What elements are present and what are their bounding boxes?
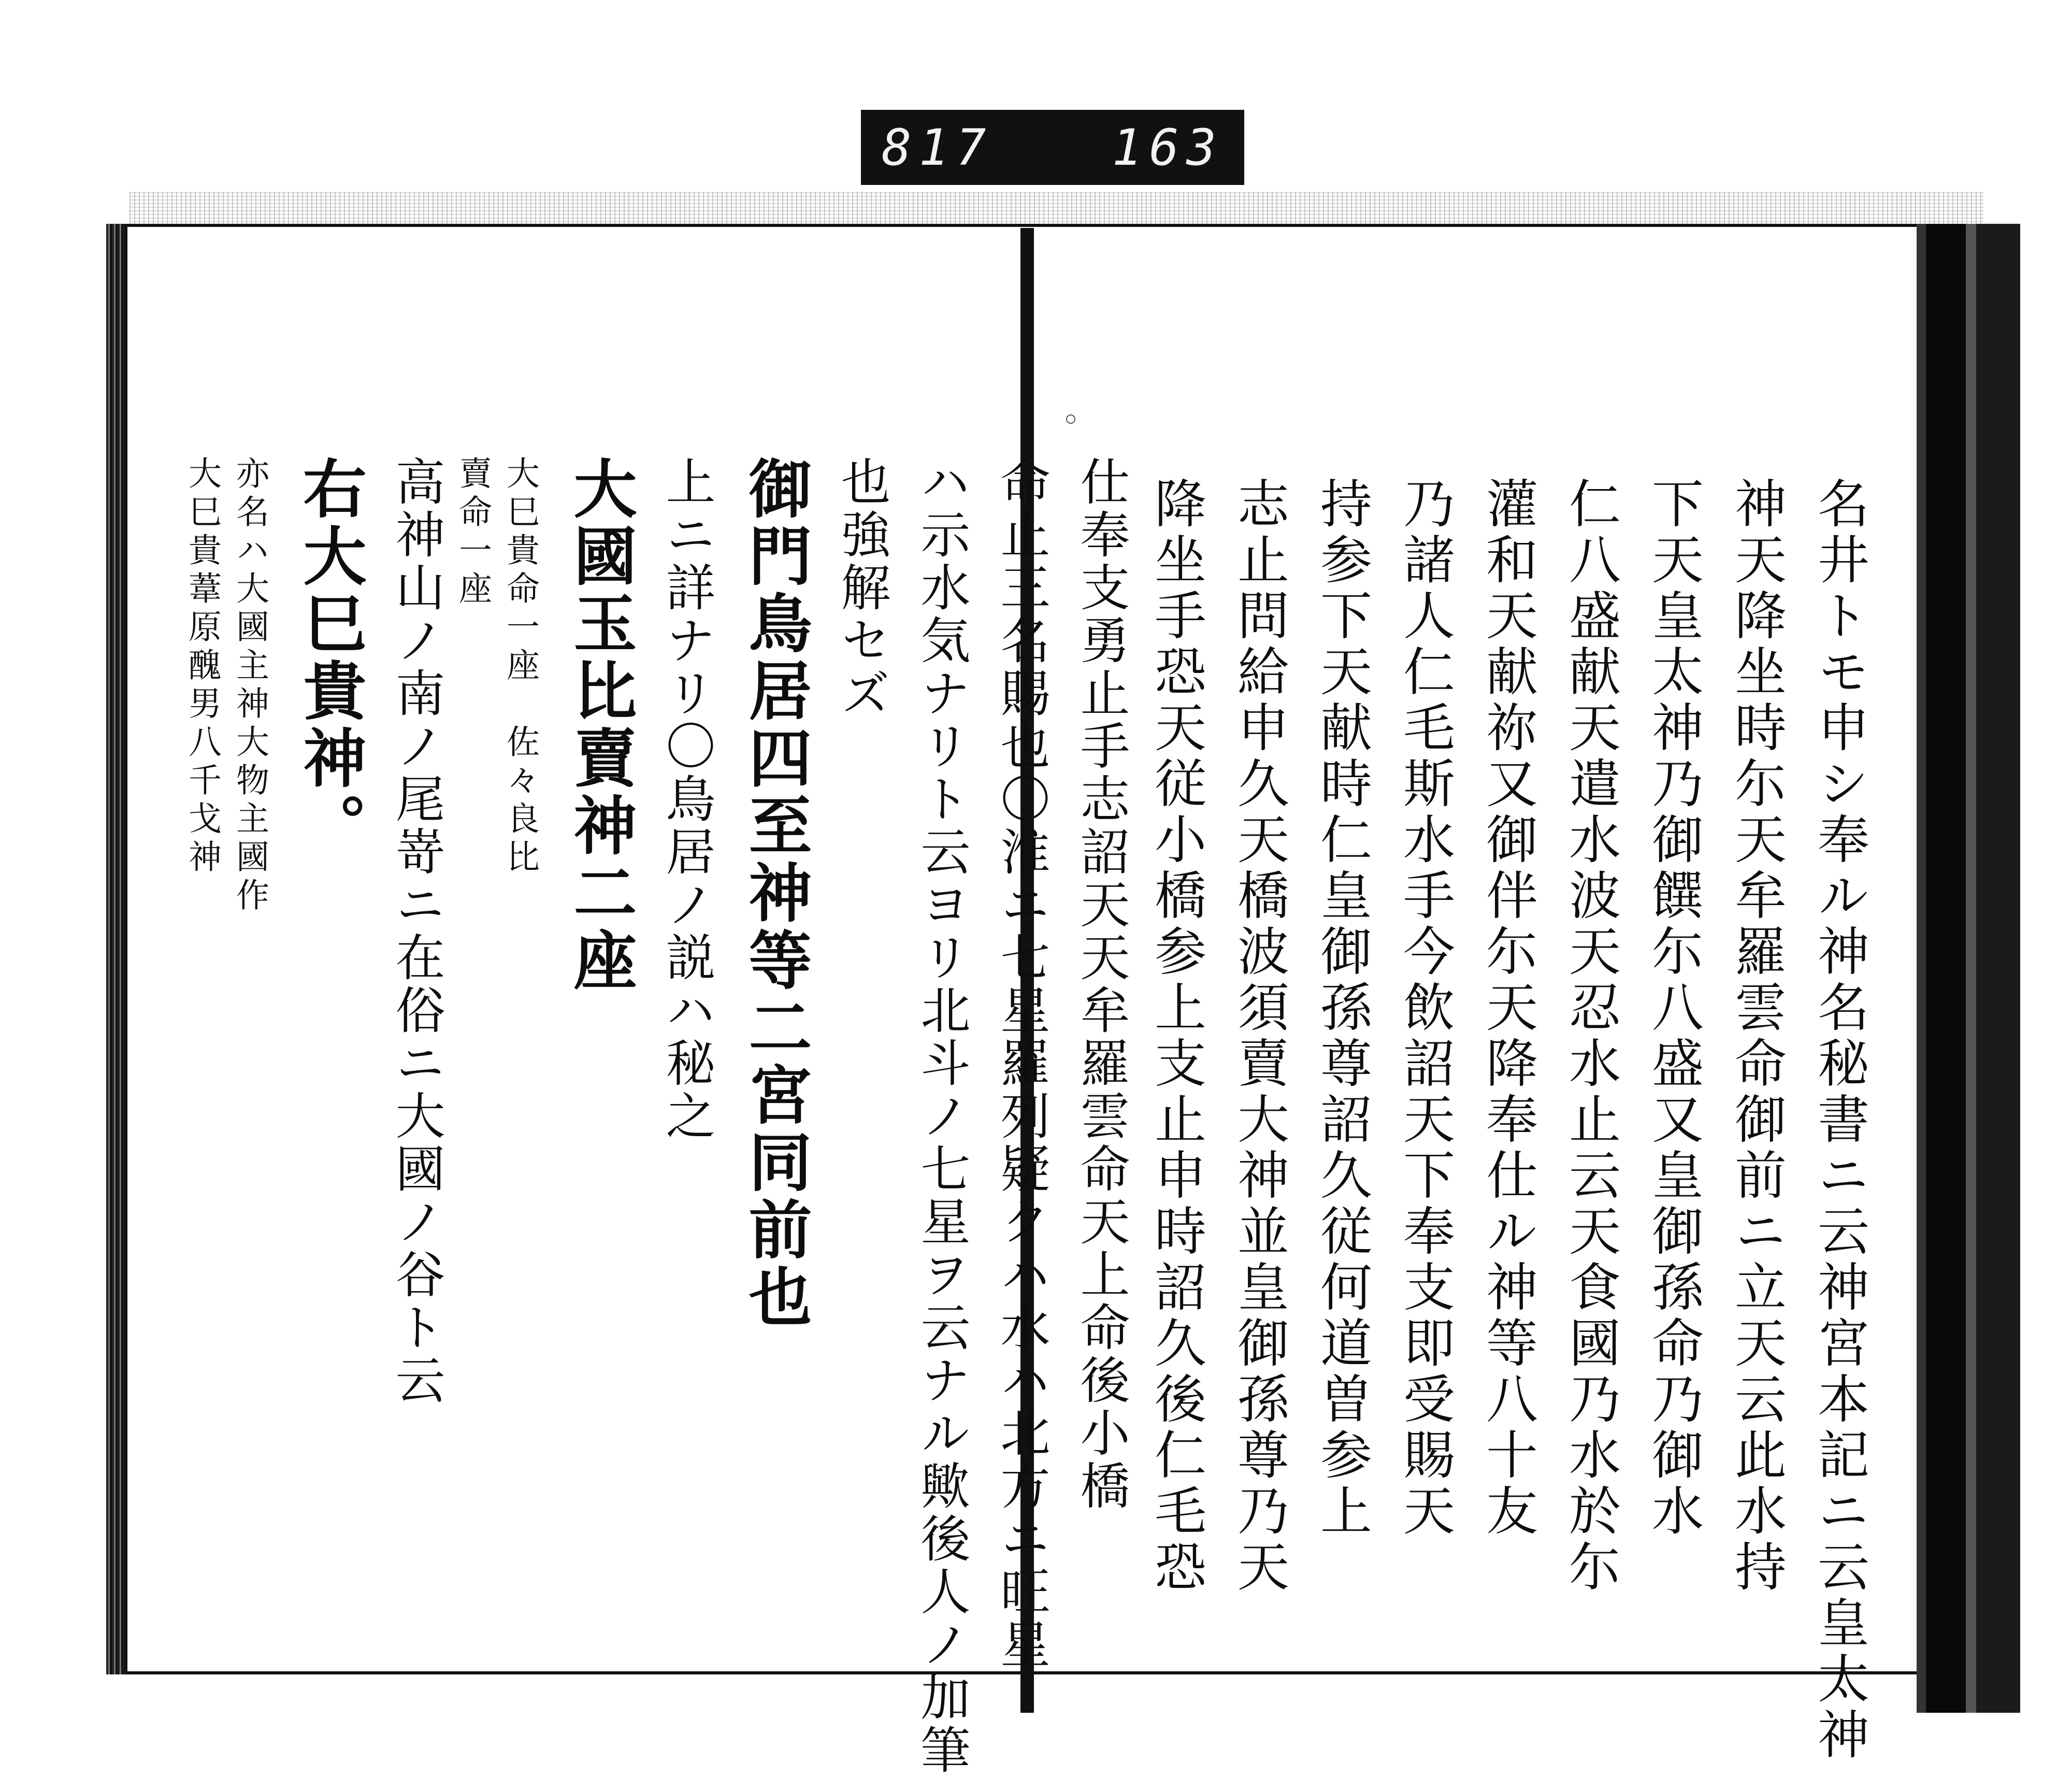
annotation-column: 大巳貴命一座 佐々良比 [501,456,539,878]
text-column: 灌和天献祢又御伴尓天降奉仕ル神等八十友 [1477,477,1538,1540]
annotation-column: 大巳貴葦原醜男八千戈神 [183,456,221,878]
heading-column: 御門鳥居四至神等二宮同前也 [738,456,813,1331]
page-mark [1066,414,1075,424]
text-column: 命止三名賜也〇淮ニ七星羅列疑クハ水ハ北方ニ旺星 [992,456,1051,1671]
text-column: 上ニ詳ナリ〇鳥居ノ説ハ秘之 [658,456,716,1143]
text-column: 下天皇太神乃御饌尓八盛又皇御孫命乃御水 [1643,477,1704,1540]
text-column: 志止問給申久天橋波須賣大神並皇御孫尊乃天 [1229,477,1289,1596]
book-cover-right [1917,224,2020,1713]
text-column: 降坐手恐天従小橋参上支止申時詔久後仁毛恐 [1146,477,1206,1596]
text-column: 神天降坐時尓天牟羅雲命御前ニ立天云此水持 [1726,477,1787,1596]
catalog-number-left: 817 [882,118,994,177]
text-column: 仕奉支勇止手志詔天天牟羅雲命天上命後小橋 [1072,456,1130,1513]
text-column: 高神山ノ南ノ尾嵜ニ在俗ニ大國ノ谷ト云 [387,456,445,1407]
text-column: 仁八盛献天遣水波天忍水止云天食國乃水於尓 [1560,477,1621,1596]
text-column: 持参下天献時仁皇御孫尊詔久従何道曽参上 [1312,477,1372,1540]
annotation-column: 亦名ハ大國主神大物主國作 [231,456,269,916]
heading-column: 大國玉比賣神二座 [563,456,638,995]
catalog-number-right: 163 [1112,118,1224,177]
text-column: ハ示水気ナリト云ヨリ北斗ノ七星ヲ云ナル歟後人ノ加筆 [913,456,971,1777]
text-column: 乃諸人仁毛斯水手今飲詔天下奉支即受賜天 [1394,477,1455,1540]
text-column: 也強解セズ [833,456,891,720]
catalog-label-plate [861,110,1244,185]
annotation-column: 賣命一座 [453,456,492,609]
right-page-text [1119,477,1869,1764]
text-column: 名井トモ申シ奉ル神名秘書ニ云神宮本記ニ云皇太神 [1809,477,1869,1764]
heading-column: 右大巳貴神。 [293,456,367,860]
left-page-text [171,456,1130,1777]
